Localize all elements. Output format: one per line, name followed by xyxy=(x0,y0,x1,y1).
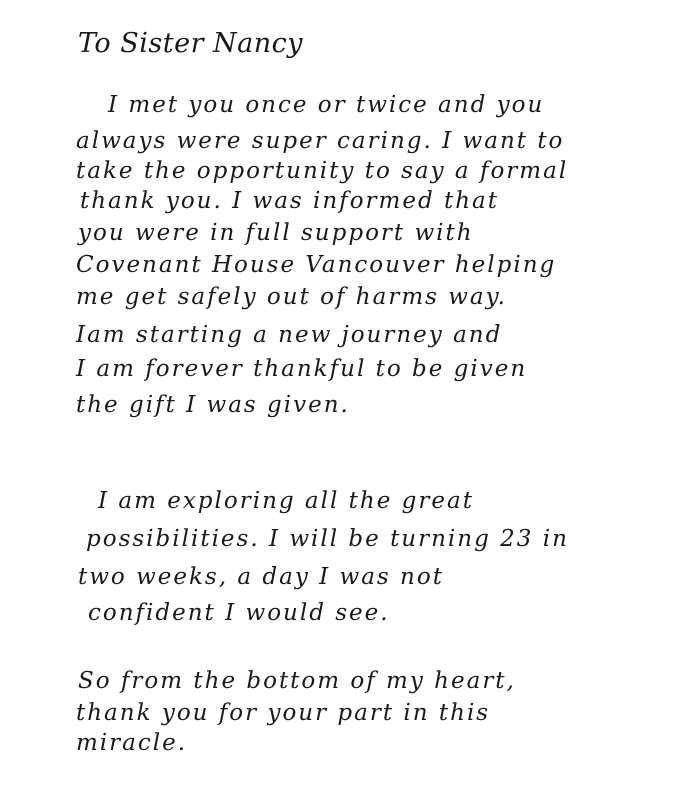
letter-line: I met you once or twice and you xyxy=(108,92,545,118)
letter-line: possibilities. I will be turning 23 in xyxy=(86,526,569,552)
letter-line: confident I would see. xyxy=(88,600,390,626)
letter-line: you were in full support with xyxy=(78,220,474,246)
letter-line: Iam starting a new journey and xyxy=(76,322,503,348)
letter-line: always were super caring. I want to xyxy=(76,128,565,154)
salutation: To Sister Nancy xyxy=(78,28,304,59)
letter-line: me get safely out of harms way. xyxy=(76,284,507,310)
letter-line: I am exploring all the great xyxy=(98,488,474,514)
letter-line: So from the bottom of my heart, xyxy=(78,668,516,694)
letter-line: Covenant House Vancouver helping xyxy=(76,252,557,278)
letter-line: I am forever thankful to be given xyxy=(76,356,528,382)
letter-line: the gift I was given. xyxy=(76,392,350,418)
letter-line: miracle. xyxy=(76,730,188,756)
letter-line: two weeks, a day I was not xyxy=(78,564,444,590)
letter-line: thank you for your part in this xyxy=(76,700,491,726)
letter-line: thank you. I was informed that xyxy=(80,188,500,214)
letter-line: take the opportunity to say a formal xyxy=(76,158,569,184)
